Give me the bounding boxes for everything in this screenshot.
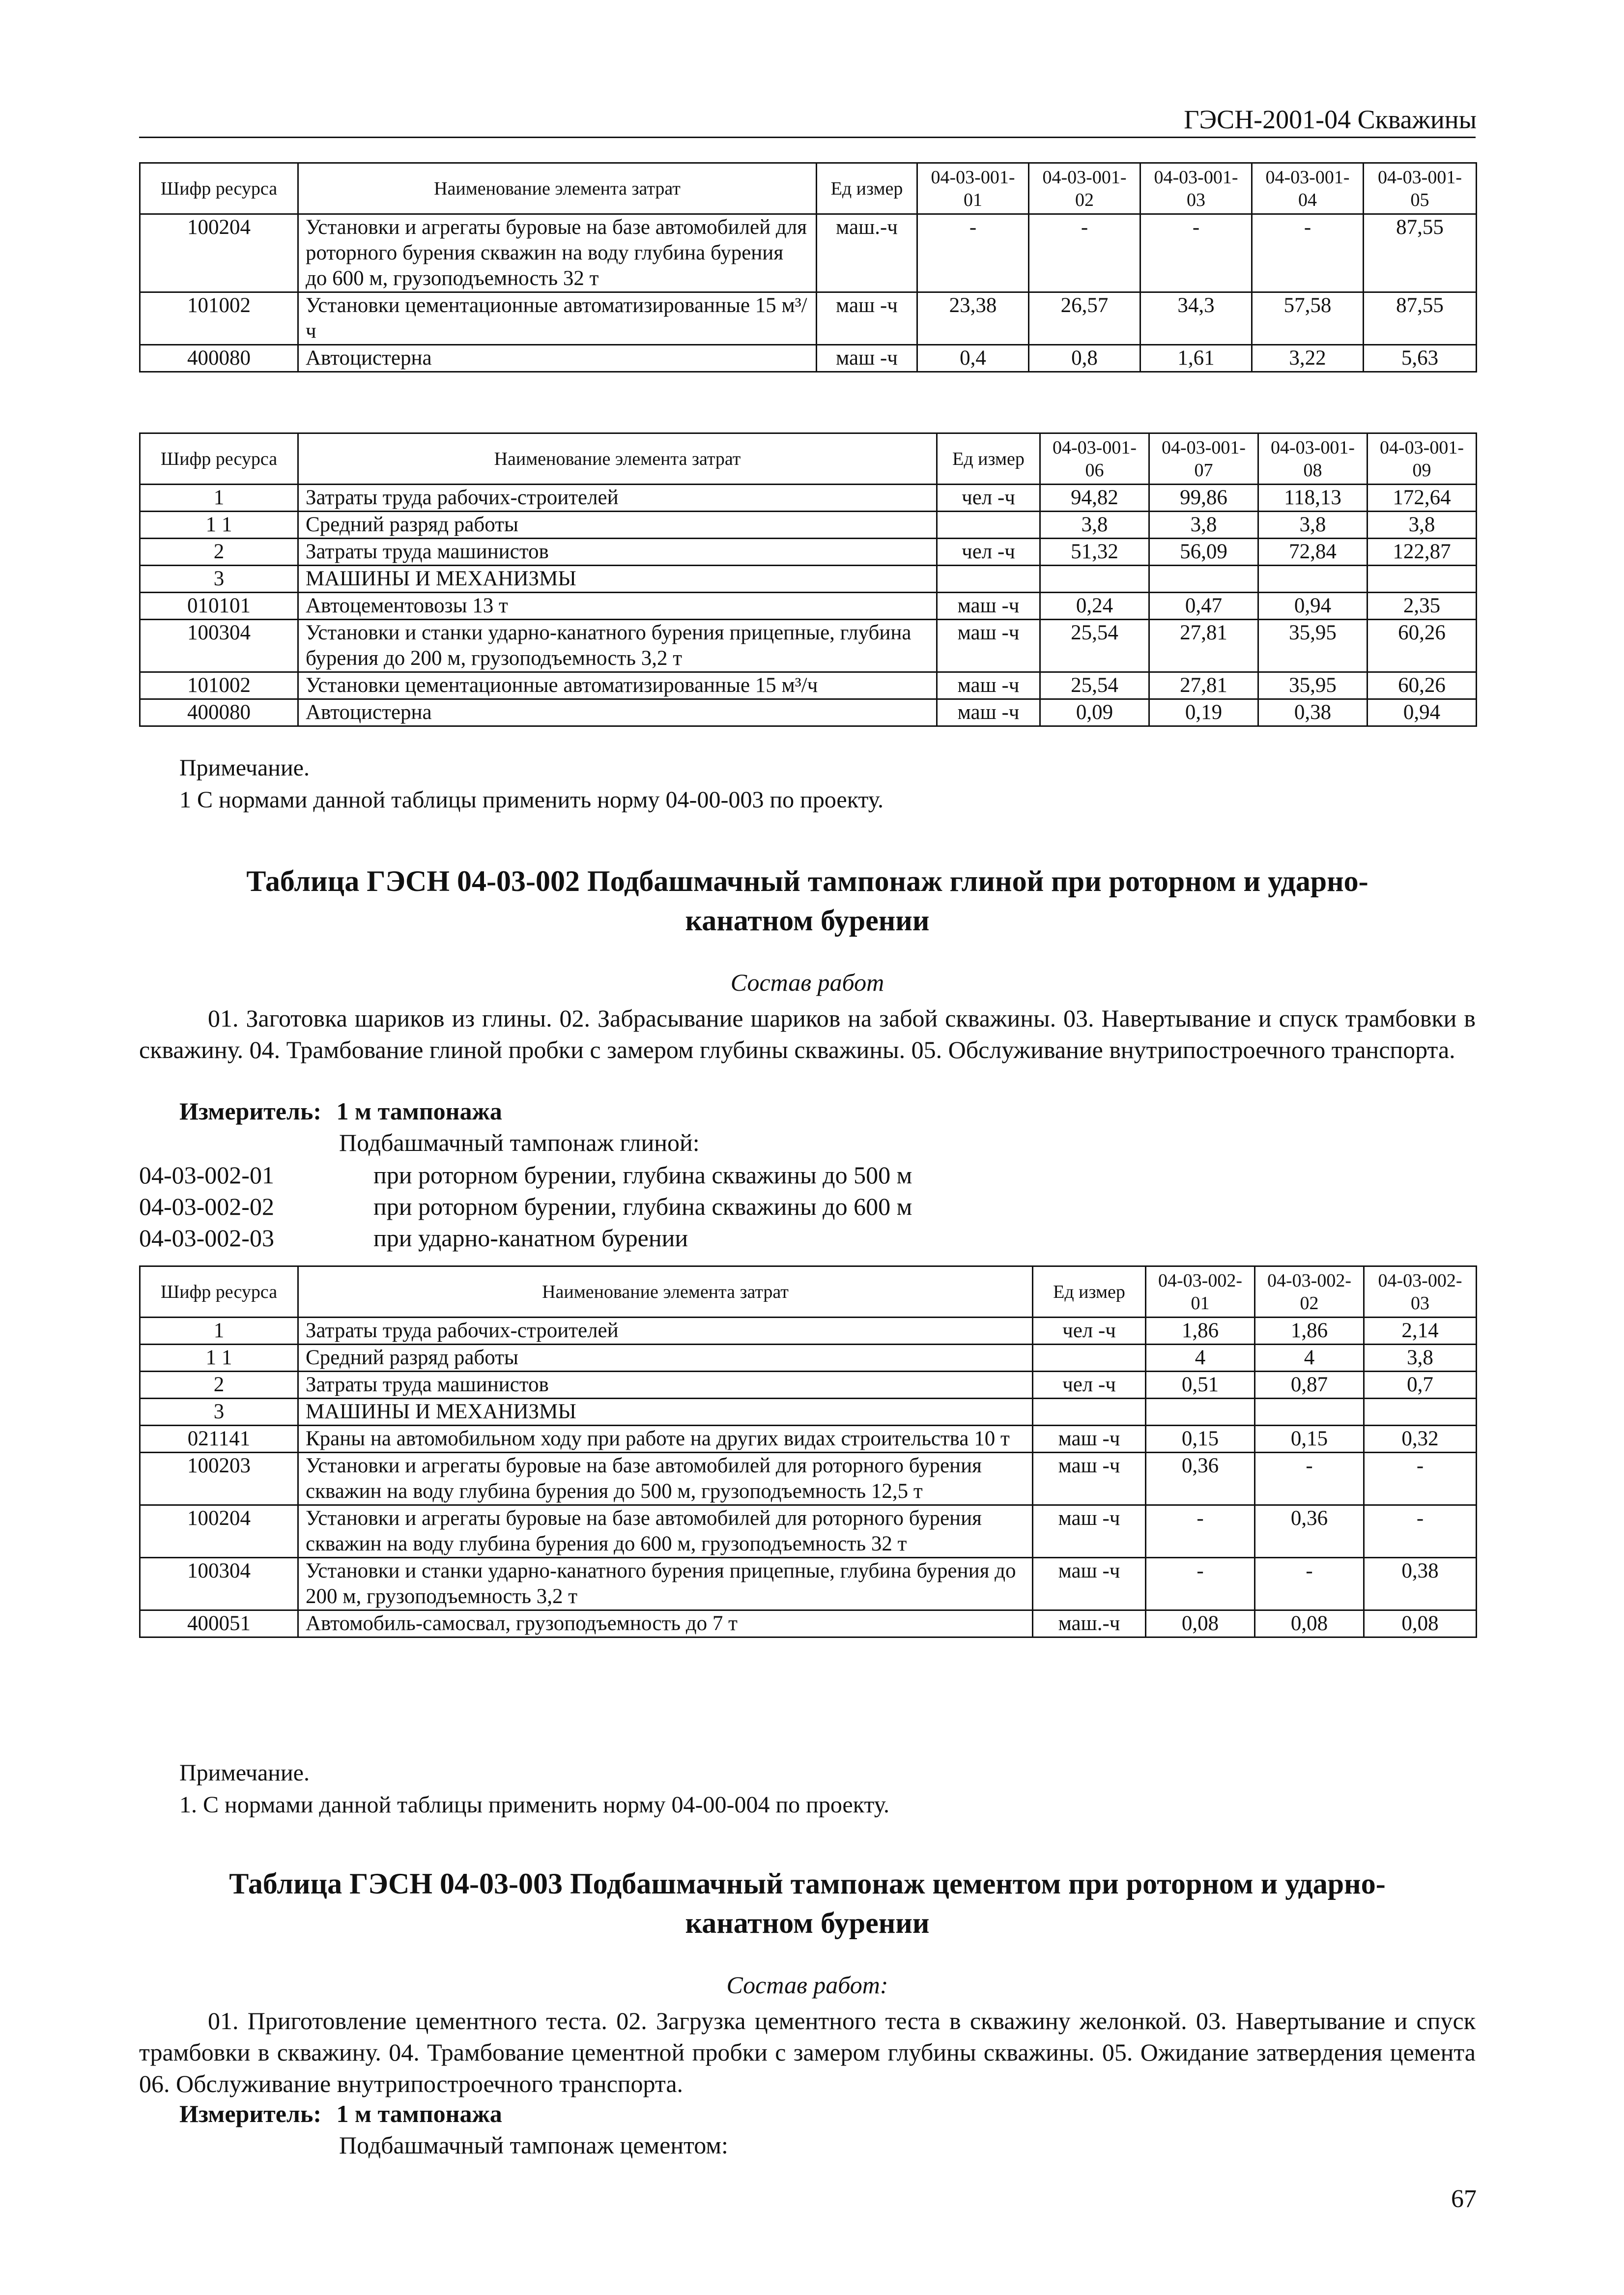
section3-title-line1: Таблица ГЭСН 04-03-003 Подбашмачный тампонаж цементом при роторном и ударно-	[229, 1867, 1386, 1900]
value-cell: -	[1029, 214, 1140, 292]
value-cell: 0,94	[1368, 699, 1477, 726]
section2-title-line2: канатном бурении	[685, 904, 930, 937]
cost-element-name: Автоцистерна	[298, 345, 817, 372]
cost-element-name: Затраты труда рабочих-строителей	[298, 1318, 1033, 1345]
resource-code: 101002	[140, 292, 298, 345]
unit	[1033, 1399, 1146, 1426]
unit: маш -ч	[1033, 1505, 1146, 1558]
value-cell: 3,8	[1364, 1345, 1477, 1372]
column-header: 04-03-001-03	[1140, 163, 1252, 214]
note1-text: 1 С нормами данной таблицы применить норму 04-00-003 по проекту.	[179, 787, 883, 813]
header-rule	[139, 137, 1476, 138]
note2-label: Примечание.	[179, 1760, 310, 1786]
meter-label: Измеритель:	[179, 2100, 322, 2127]
norm-code: 04-03-002-01	[139, 1161, 274, 1189]
value-cell: 87,55	[1364, 292, 1477, 345]
value-cell: 1,86	[1146, 1318, 1255, 1345]
resource-code: 400080	[140, 345, 298, 372]
cost-element-name: МАШИНЫ И МЕХАНИЗМЫ	[298, 566, 937, 593]
value-cell: -	[1146, 1558, 1255, 1610]
unit: маш -ч	[1033, 1453, 1146, 1505]
cost-element-name: Средний разряд работы	[298, 512, 937, 539]
cost-element-name: Установки цементационные автоматизированные 15 м³/ч	[298, 292, 817, 345]
column-header: Шифр ресурса	[140, 163, 298, 214]
section2-title-line1: Таблица ГЭСН 04-03-002 Подбашмачный тампонаж глиной при роторном и ударно-	[246, 865, 1368, 897]
cost-element-name: Установки и станки ударно-канатного бурения прицепные, глубина бурения до 200 м, грузоподъемность 3,2 т	[298, 620, 937, 672]
value-cell: 99,86	[1149, 485, 1258, 512]
resource-code: 100204	[140, 214, 298, 292]
section3-works: 01. Приготовление цементного теста. 02. Загрузка цементного теста в скважину желонкой. 03. Навертывание и спуск трамбовки в скважину. 04. Трамбование цементной пробки с замером глубины скважины. 05. Ожидание затвердения цемента 06. Обслуживание внутрипостроечного транспорта.	[139, 2007, 1476, 2097]
value-cell: 0,08	[1146, 1610, 1255, 1637]
resource-code: 1	[140, 1318, 298, 1345]
column-header: 04-03-001-07	[1149, 433, 1258, 485]
value-cell: 0,32	[1364, 1426, 1477, 1453]
value-cell: 51,32	[1040, 539, 1149, 566]
cost-element-name: Установки и агрегаты буровые на базе автомобилей для роторного бурения скважин на воду глубина бурения до 600 м, грузоподъемность 32 т	[298, 1505, 1033, 1558]
table-row	[140, 485, 1477, 512]
resource-code: 2	[140, 1372, 298, 1399]
resource-code: 100304	[140, 620, 298, 672]
resource-code: 100204	[140, 1505, 298, 1558]
value-cell: 172,64	[1368, 485, 1477, 512]
value-cell: 0,4	[917, 345, 1029, 372]
meter-value: 1 м тампонажа	[336, 2100, 502, 2127]
resource-code: 400051	[140, 1610, 298, 1637]
resource-code: 400080	[140, 699, 298, 726]
column-header: 04-03-002-02	[1255, 1266, 1364, 1318]
unit	[1033, 1345, 1146, 1372]
unit	[937, 566, 1040, 593]
value-cell: 0,8	[1029, 345, 1140, 372]
value-cell: 3,8	[1368, 512, 1477, 539]
column-header: 04-03-001-05	[1364, 163, 1477, 214]
column-header: 04-03-002-03	[1364, 1266, 1477, 1318]
table-row	[140, 345, 1477, 372]
cost-element-name: Автоцементовозы 13 т	[298, 593, 937, 620]
value-cell: 0,38	[1364, 1558, 1477, 1610]
table-resources-001-06-09	[139, 432, 1477, 727]
value-cell	[1364, 1399, 1477, 1426]
value-cell: 1,86	[1255, 1318, 1364, 1345]
value-cell: -	[1255, 1558, 1364, 1610]
unit: маш.-ч	[817, 214, 917, 292]
cost-element-name: Установки цементационные автоматизированные 15 м³/ч	[298, 672, 937, 699]
note2-text: 1. С нормами данной таблицы применить норму 04-00-004 по проекту.	[179, 1792, 889, 1818]
value-cell: 60,26	[1368, 620, 1477, 672]
value-cell: -	[1140, 214, 1252, 292]
unit: чел -ч	[1033, 1372, 1146, 1399]
value-cell	[1040, 566, 1149, 593]
column-header: Наименование элемента затрат	[298, 433, 937, 485]
unit: маш.-ч	[1033, 1610, 1146, 1637]
table-row	[140, 1372, 1477, 1399]
value-cell: 0,15	[1146, 1426, 1255, 1453]
meter-label: Измеритель:	[179, 1097, 322, 1125]
norm-description: при ударно-канатном бурении	[373, 1224, 688, 1252]
meter-value: 1 м тампонажа	[336, 1097, 502, 1125]
table-row	[140, 1318, 1477, 1345]
norm-description: при роторном бурении, глубина скважины до 500 м	[373, 1161, 912, 1189]
cost-element-name: Затраты труда машинистов	[298, 539, 937, 566]
section2-works: 01. Заготовка шариков из глины. 02. Забрасывание шариков на забой скважины. 03. Навертывание и спуск трамбовки в скважину. 04. Трамбование глиной пробки с замером глубины скважины. 05. Обслуживание внутрипостроечного транспорта.	[139, 1004, 1476, 1063]
table-row	[140, 292, 1477, 345]
cost-element-name: Установки и агрегаты буровые на базе автомобилей для роторного бурения скважин на воду глубина бурения до 500 м, грузоподъемность 12,5 т	[298, 1453, 1033, 1505]
resource-code: 1 1	[140, 1345, 298, 1372]
resource-code: 1	[140, 485, 298, 512]
cost-element-name: Установки и агрегаты буровые на базе автомобилей для роторного бурения скважин на воду глубина бурения до 600 м, грузоподъемность 32 т	[298, 214, 817, 292]
table-row	[140, 1558, 1477, 1610]
page-number: 67	[1451, 2185, 1477, 2213]
value-cell	[1146, 1399, 1255, 1426]
table-row	[140, 539, 1477, 566]
value-cell: 56,09	[1149, 539, 1258, 566]
norm-code: 04-03-002-03	[139, 1224, 274, 1252]
section2-meter	[179, 1097, 502, 1125]
table-row	[140, 1453, 1477, 1505]
value-cell: 0,08	[1364, 1610, 1477, 1637]
resource-code: 3	[140, 1399, 298, 1426]
value-cell: 4	[1255, 1345, 1364, 1372]
norm-code: 04-03-002-02	[139, 1193, 274, 1220]
table-row	[140, 1505, 1477, 1558]
table-row	[140, 672, 1477, 699]
value-cell: -	[1252, 214, 1364, 292]
value-cell: 3,8	[1040, 512, 1149, 539]
table-resources-001-01-05	[139, 162, 1477, 373]
value-cell: 60,26	[1368, 672, 1477, 699]
unit: маш -ч	[937, 593, 1040, 620]
column-header: Шифр ресурса	[140, 433, 298, 485]
value-cell: 0,7	[1364, 1372, 1477, 1399]
value-cell: 2,35	[1368, 593, 1477, 620]
table-row	[140, 512, 1477, 539]
table-row	[140, 214, 1477, 292]
note1-label: Примечание.	[179, 755, 310, 781]
unit: маш -ч	[937, 620, 1040, 672]
value-cell	[1368, 566, 1477, 593]
table-resources-002	[139, 1265, 1477, 1638]
value-cell: 35,95	[1258, 620, 1368, 672]
unit: маш -ч	[1033, 1426, 1146, 1453]
unit: маш -ч	[937, 699, 1040, 726]
cost-element-name: Автомобиль-самосвал, грузоподъемность до 7 т	[298, 1610, 1033, 1637]
value-cell: 72,84	[1258, 539, 1368, 566]
column-header: 04-03-001-04	[1252, 163, 1364, 214]
value-cell: 25,54	[1040, 672, 1149, 699]
column-header: 04-03-002-01	[1146, 1266, 1255, 1318]
value-cell	[1255, 1399, 1364, 1426]
running-header: ГЭСН-2001-04 Скважины	[1184, 105, 1477, 134]
value-cell: 87,55	[1364, 214, 1477, 292]
value-cell: 0,38	[1258, 699, 1368, 726]
resource-code: 1 1	[140, 512, 298, 539]
table-row	[140, 1426, 1477, 1453]
unit: чел -ч	[937, 485, 1040, 512]
cost-element-name: Затраты труда рабочих-строителей	[298, 485, 937, 512]
resource-code: 010101	[140, 593, 298, 620]
section3-group-title: Подбашмачный тампонаж цементом:	[339, 2131, 728, 2159]
value-cell: 2,14	[1364, 1318, 1477, 1345]
value-cell: 118,13	[1258, 485, 1368, 512]
value-cell: 3,22	[1252, 345, 1364, 372]
column-header: 04-03-001-09	[1368, 433, 1477, 485]
value-cell: 27,81	[1149, 620, 1258, 672]
cost-element-name: Установки и станки ударно-канатного бурения прицепные, глубина бурения до 200 м, грузоподъемность 3,2 т	[298, 1558, 1033, 1610]
value-cell: 94,82	[1040, 485, 1149, 512]
table-row	[140, 1345, 1477, 1372]
section3-meter	[179, 2099, 502, 2128]
value-cell: 0,36	[1255, 1505, 1364, 1558]
column-header: 04-03-001-01	[917, 163, 1029, 214]
value-cell: 0,36	[1146, 1453, 1255, 1505]
value-cell: 0,94	[1258, 593, 1368, 620]
resource-code: 100203	[140, 1453, 298, 1505]
section3-title-line2: канатном бурении	[685, 1907, 930, 1939]
value-cell: -	[1255, 1453, 1364, 1505]
value-cell: 0,08	[1255, 1610, 1364, 1637]
value-cell: 5,63	[1364, 345, 1477, 372]
table-row	[140, 593, 1477, 620]
norm-description: при роторном бурении, глубина скважины до 600 м	[373, 1193, 912, 1220]
table-row	[140, 1610, 1477, 1637]
cost-element-name: Затраты труда машинистов	[298, 1372, 1033, 1399]
section2-subtitle: Состав работ	[730, 969, 884, 996]
value-cell: 25,54	[1040, 620, 1149, 672]
value-cell: 57,58	[1252, 292, 1364, 345]
value-cell: 122,87	[1368, 539, 1477, 566]
unit: маш -ч	[817, 292, 917, 345]
value-cell: 27,81	[1149, 672, 1258, 699]
value-cell: -	[1364, 1505, 1477, 1558]
value-cell	[1258, 566, 1368, 593]
cost-element-name: МАШИНЫ И МЕХАНИЗМЫ	[298, 1399, 1033, 1426]
resource-code: 2	[140, 539, 298, 566]
cost-element-name: Автоцистерна	[298, 699, 937, 726]
value-cell: -	[917, 214, 1029, 292]
value-cell: 0,15	[1255, 1426, 1364, 1453]
value-cell: 34,3	[1140, 292, 1252, 345]
resource-code: 021141	[140, 1426, 298, 1453]
resource-code: 101002	[140, 672, 298, 699]
value-cell: 1,61	[1140, 345, 1252, 372]
unit	[937, 512, 1040, 539]
unit: чел -ч	[1033, 1318, 1146, 1345]
resource-code: 100304	[140, 1558, 298, 1610]
value-cell: 4	[1146, 1345, 1255, 1372]
value-cell: -	[1146, 1505, 1255, 1558]
unit: маш -ч	[817, 345, 917, 372]
cost-element-name: Краны на автомобильном ходу при работе на других видах строительства 10 т	[298, 1426, 1033, 1453]
unit: чел -ч	[937, 539, 1040, 566]
section3-subtitle: Состав работ:	[726, 1971, 888, 1999]
value-cell: 23,38	[917, 292, 1029, 345]
value-cell: 3,8	[1258, 512, 1368, 539]
value-cell: -	[1364, 1453, 1477, 1505]
value-cell: 0,19	[1149, 699, 1258, 726]
value-cell	[1149, 566, 1258, 593]
value-cell: 3,8	[1149, 512, 1258, 539]
column-header: Наименование элемента затрат	[298, 1266, 1033, 1318]
value-cell: 26,57	[1029, 292, 1140, 345]
table-row	[140, 699, 1477, 726]
value-cell: 0,09	[1040, 699, 1149, 726]
section2-group-title: Подбашмачный тампонаж глиной:	[339, 1129, 700, 1156]
column-header: 04-03-001-06	[1040, 433, 1149, 485]
table-row	[140, 566, 1477, 593]
column-header: Шифр ресурса	[140, 1266, 298, 1318]
column-header: Ед измер	[1033, 1266, 1146, 1318]
resource-code: 3	[140, 566, 298, 593]
cost-element-name: Средний разряд работы	[298, 1345, 1033, 1372]
value-cell: 0,24	[1040, 593, 1149, 620]
column-header: 04-03-001-02	[1029, 163, 1140, 214]
value-cell: 0,51	[1146, 1372, 1255, 1399]
value-cell: 35,95	[1258, 672, 1368, 699]
value-cell: 0,87	[1255, 1372, 1364, 1399]
unit: маш -ч	[937, 672, 1040, 699]
table-row	[140, 1399, 1477, 1426]
column-header: Ед измер	[937, 433, 1040, 485]
column-header: Наименование элемента затрат	[298, 163, 817, 214]
column-header: Ед измер	[817, 163, 917, 214]
value-cell: 0,47	[1149, 593, 1258, 620]
table-row	[140, 620, 1477, 672]
unit: маш -ч	[1033, 1558, 1146, 1610]
column-header: 04-03-001-08	[1258, 433, 1368, 485]
